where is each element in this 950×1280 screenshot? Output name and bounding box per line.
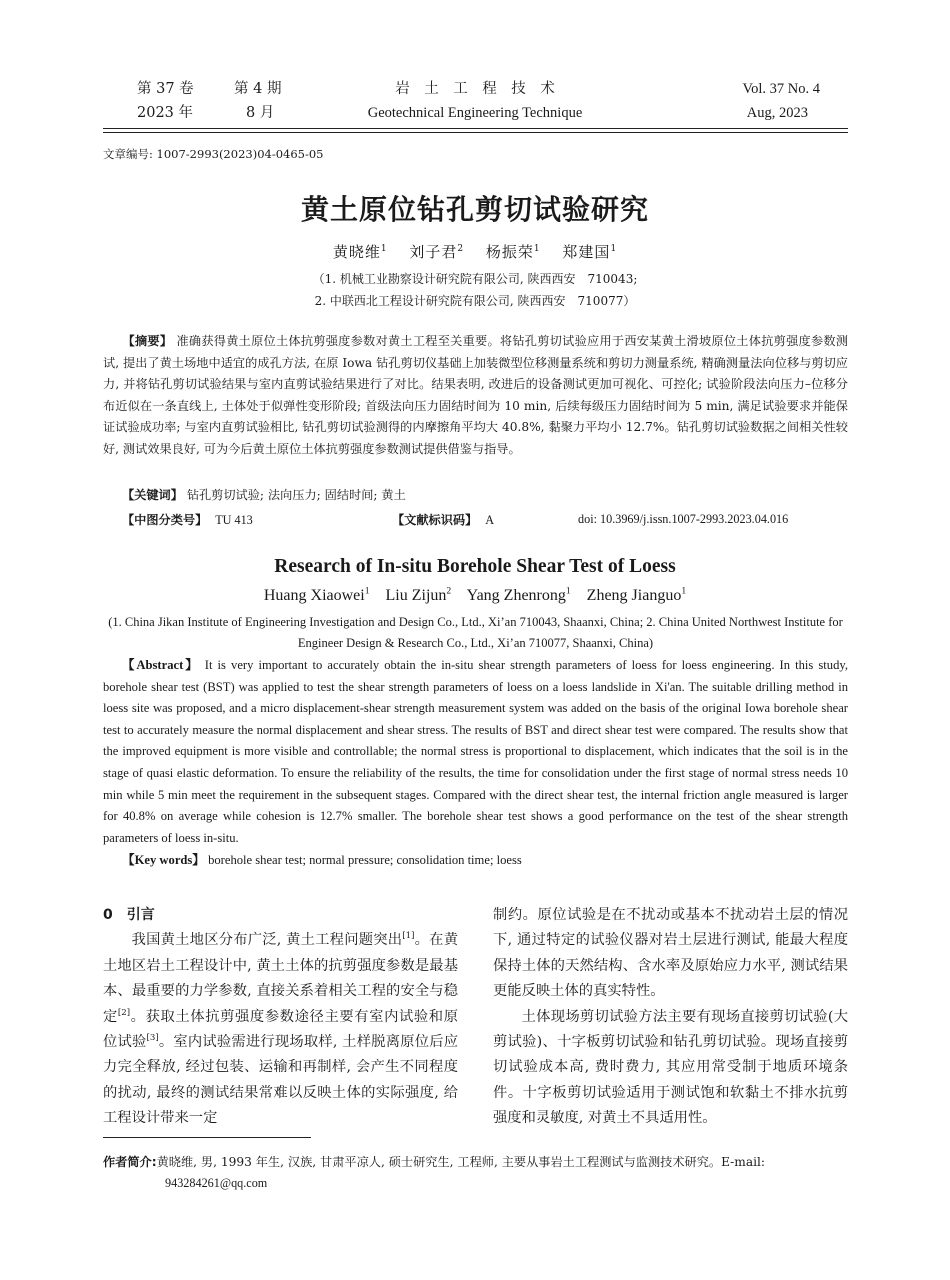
author-en-1: Huang Xiaowei xyxy=(263,587,365,604)
keywords-en: 【Key words】 borehole shear test; normal pressure; consolidation time; loess xyxy=(122,853,522,867)
abstract-en-label: 【Abstract】 xyxy=(121,658,200,672)
author-en-4: Zheng Jianguo xyxy=(586,587,682,604)
body-paragraph-2: 土体现场剪切试验方法主要有现场直接剪切试验(大剪试验)、十字板剪切试验和钻孔剪切试验。现场直接剪切试验成本高, 费时费力, 其应用常受制于地质环境条件。十字板剪切试验适用于测试饱和软黏土不排水抗剪强度和灵敏度, 对黄土不具适用性。 xyxy=(493,1008,848,1127)
header-vol-issue-en: Vol. 37 No. 4 xyxy=(742,81,820,97)
header-month-cn: 8 月 xyxy=(246,105,275,121)
header-date-en: Aug, 2023 xyxy=(746,105,808,121)
page-title-cn: 黄土原位钻孔剪切试验研究 xyxy=(300,193,649,226)
header-rule-bottom xyxy=(103,132,848,133)
body-paragraph-1: 我国黄土地区分布广泛, 黄土工程问题突出[1]。在黄土地区岩土工程设计中, 黄土土体的抗剪强度参数是最基本、最重要的力学参数, 直接关系着相关工程的安全与稳定[2]。获取土体抗剪强度参数途径主要有室内试验和原位试验[3]。室内试验需进行现场取样, 土样脱离原位后应力完全释放, 经过包装、运输和再制样, 会产生不同程度的扰动, 最终的测试结果常难以反映土体的实际强度, 给工程设计带来一定 xyxy=(103,931,459,1127)
affiliation-cn-line1: （1. 机械工业勘察设计研究院有限公司, 陕西西安 710043; xyxy=(312,272,638,286)
body-right-column xyxy=(493,903,848,1132)
author-cn-2: 刘子君 xyxy=(409,243,458,261)
abstract-cn xyxy=(103,331,848,461)
author-cn-4: 郑建国 xyxy=(562,243,611,261)
header-volume-cn: 第 37 卷 xyxy=(137,81,194,97)
header-journal-cn: 岩 土 工 程 技 术 xyxy=(395,81,555,97)
keywords-cn: 【关键词】 钻孔剪切试验; 法向压力; 固结时间; 黄土 xyxy=(122,488,406,502)
header-issue-cn: 第 4 期 xyxy=(234,81,282,97)
clc-number: 【中图分类号】 TU 413 xyxy=(122,513,253,527)
author-cn-3: 杨振荣 xyxy=(485,243,534,261)
page-title-en: Research of In-situ Borehole Shear Test of Loess xyxy=(274,556,676,577)
article-number: 文章编号: 1007-2993(2023)04-0465-05 xyxy=(103,147,324,161)
header-rule-top xyxy=(103,128,848,129)
affiliation-cn-line2: 2. 中联西北工程设计研究院有限公司, 陕西西安 710077） xyxy=(314,294,636,308)
section-heading-intro: 0 引言 xyxy=(103,907,155,923)
authors-cn: 黄晓维$^1$ 刘子君$^2$ 杨振荣$^1$ 郑建国$^1$ xyxy=(332,243,618,261)
body-paragraph-1-continued: 制约。原位试验是在不扰动或基本不扰动岩土层的情况下, 通过特定的试验仪器对岩土层进行测试, 能最大程度保持土体的天然结构、含水率及原始应力水平, 测试结果更能反映土体的真实特性。 xyxy=(493,907,848,1000)
author-footnote: 作者简介:黄晓维, 男, 1993 年生, 汉族, 甘肃平凉人, 硕士研究生, 工程师, 主要从事岩土工程测试与监测技术研究。E-mail: 943284261@qq.com xyxy=(103,1155,766,1190)
header-year-cn: 2023 年 xyxy=(137,105,194,121)
abstract-cn-label: 【摘要】 xyxy=(122,334,173,348)
document-code: 【文献标识码】 A xyxy=(392,513,494,527)
author-en-2: Liu Zijun xyxy=(385,587,447,604)
body-left-column xyxy=(103,903,458,1132)
abstract-en-text: It is very important to accurately obtain the in-situ shear strength parameters of loess for loess engineering. In this study, borehole shear test (BST) was applied to test the shear strength parameters of loess on a loess landslide in Xi'an. The suitable drilling method in loess site was proposed, and a micro displacement-shear strength measurement system was added on the basis of the original Iowa borehole shear test to accurately measure the normal displacement and shear stress. The results of BST and direct shear test were compared. The results show that the improved equipment is more visible and controllable; the normal stress is proportional to displacement, which indicates that the soil is in the stage of quasi elastic deformation. To ensure the reliability of the results, the time for consolidation under the first stage of normal stress needs 10 min while 5 min meet the requirement in the subsequent stages. Compared with the direct shear test, the internal friction angle measured is larger for 40.8% on average while cohesion is 12.7% smaller. The borehole shear test shows a good performance on the test of the shear strength parameters of loess in-situ. xyxy=(103,658,848,845)
footnote-rule xyxy=(103,1137,311,1138)
header-journal-en: Geotechnical Engineering Technique xyxy=(367,105,583,121)
authors-en: Huang Xiaowei$^1$ Liu Zijun$^2$ Yang Zhenrong$^1$ Zheng Jianguo$^1$ xyxy=(263,585,687,604)
abstract-en xyxy=(103,655,848,849)
doi: doi: 10.3969/j.issn.1007-2993.2023.04.016 xyxy=(578,512,789,526)
author-en-3: Yang Zhenrong xyxy=(466,587,566,604)
author-email: 943284261@qq.com xyxy=(165,1176,268,1190)
author-cn-1: 黄晓维 xyxy=(332,243,381,261)
affiliation-en: (1. China Jikan Institute of Engineering Investigation and Design Co., Ltd., Xi’an 710043, Shaanxi, China; 2. China United Northwest Institute for Engineer Design & Research Co., Ltd., Xi’an 710077, Shaanxi, China) xyxy=(108,615,843,650)
abstract-cn-text: 准确获得黄土原位土体抗剪强度参数对黄土工程至关重要。将钻孔剪切试验应用于西安某黄土滑坡原位土体抗剪强度参数测试, 提出了黄土场地中适宜的成孔方法, 在原 Iowa 钻孔剪切仪基础上加装微型位移测量系统和剪切力测量系统, 精确测量法向位移与剪切应力, 并将钻孔剪切试验结果与室内直剪试验结果进行了对比。结果表明, 改进后的设备测试更加可视化、可控化; 试验阶段法向压力–位移分布近似在一条直线上, 土体处于似弹性变形阶段; 首级法向压力固结时间为 10 min, 后续每级压力固结时间为 5 min, 满足试验要求并能保证试验成功率; 与室内直剪试验相比, 钻孔剪切试验测得的内摩擦角平均大 40.8%, 黏聚力平均小 12.7%。钻孔剪切试验数据之间相关性较好, 测试效果良好, 可为今后黄土原位土体抗剪强度参数测试提供借鉴与指导。 xyxy=(103,334,849,456)
